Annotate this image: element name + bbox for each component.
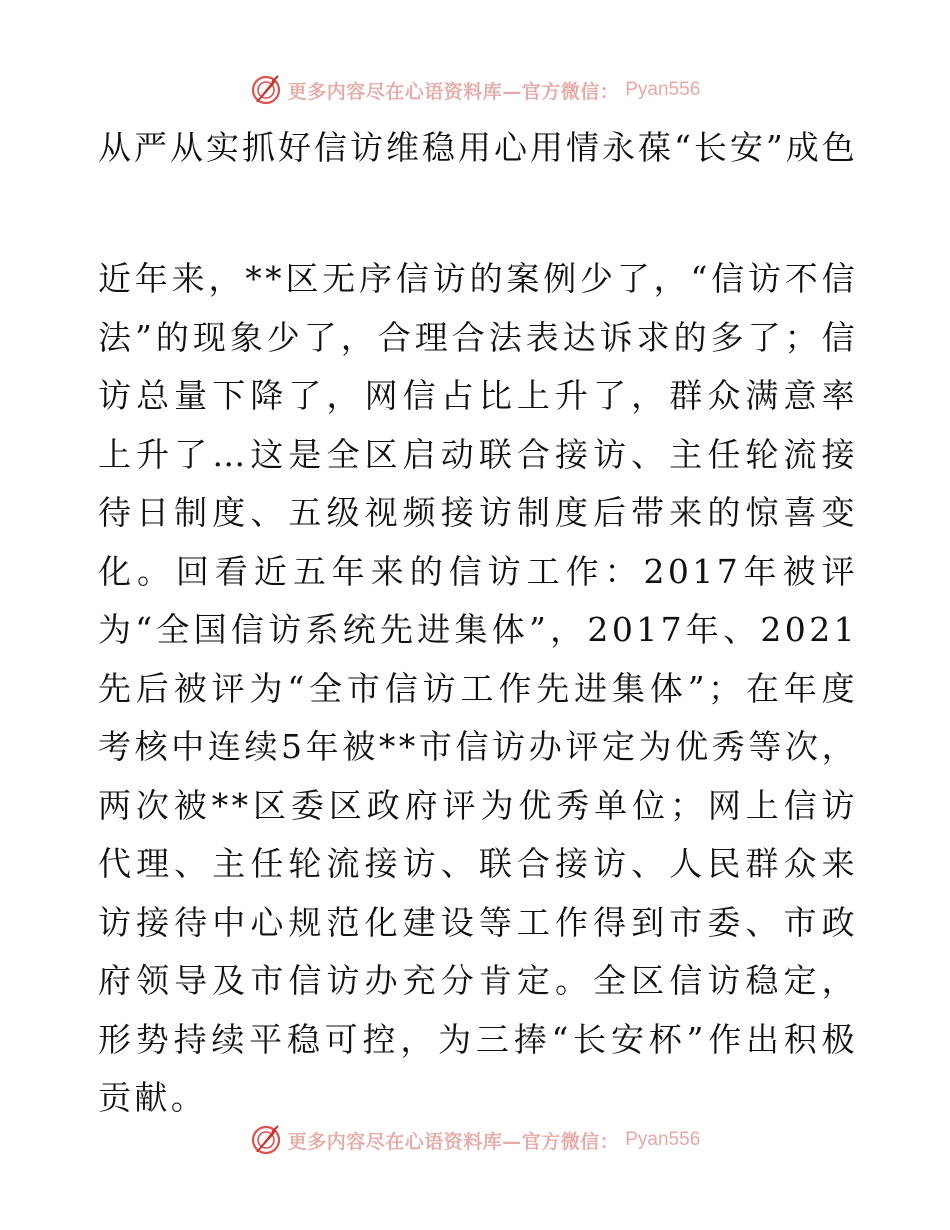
watermark-text: 更多内容尽在心语资料库—官方微信： xyxy=(287,1130,620,1153)
watermark-footer xyxy=(0,1118,950,1162)
quill-logo-icon xyxy=(250,74,282,106)
quill-logo-icon xyxy=(250,1124,282,1156)
document-title: 从严从实抓好信访维稳用心用情永葆“长安”成色 xyxy=(98,128,858,167)
document-paragraph: 近年来，**区无序信访的案例少了，“信访不信法”的现象少了，合理合法表达诉求的多了；信访总量下降了，网信占比上升了，群众满意率上升了…这是全区启动联合接访、主任轮流接待日制度、五级视频接访制度后带来的惊喜变化。回看近五年来的信访工作：2017年被评为“全国信访系统先进集体”，2017年、2021先后被评为“全市信访工作先进集体”；在年度考核中连续5年被**市信访办评定为优秀等次，两次被**区委区政府评为优秀单位；网上信访代理、主任轮流接访、联合接访、人民群众来访接待中心规范化建设等工作得到市委、市政府领导及市信访办充分肯定。全区信访稳定，形势持续平稳可控，为三捧“长安杯”作出积极贡献。 xyxy=(98,259,858,1117)
watermark-text: 更多内容尽在心语资料库—官方微信： xyxy=(287,80,620,103)
watermark-wechat-id: Pyan556 xyxy=(625,79,701,100)
watermark-wechat-id: Pyan556 xyxy=(625,1129,701,1150)
watermark-header xyxy=(0,68,950,112)
